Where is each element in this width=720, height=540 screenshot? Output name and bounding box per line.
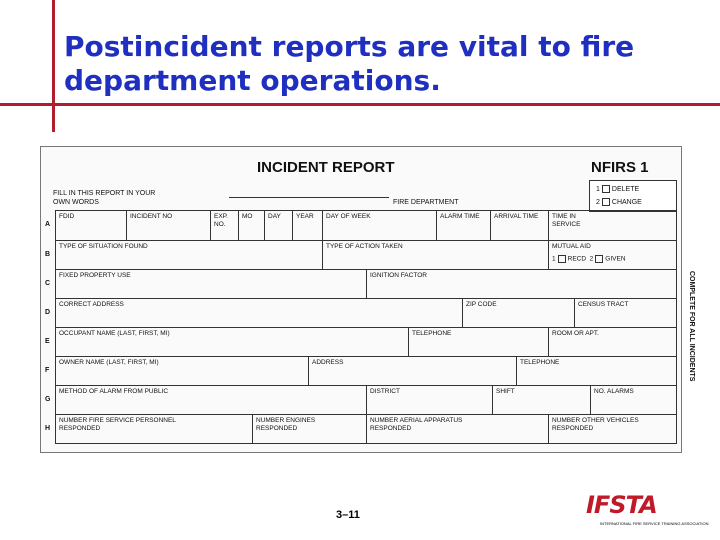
alarm-time-cell: ALARM TIME — [436, 211, 490, 240]
owner-telephone-cell: TELEPHONE — [516, 357, 676, 386]
incident-no-cell: INCIDENT NO — [126, 211, 210, 240]
aerial-cell: NUMBER AERIAL APPARATUS RESPONDED — [366, 415, 548, 444]
owner-name-cell: OWNER NAME (LAST, FIRST, MI) — [59, 359, 159, 366]
row-letter: H — [45, 425, 51, 432]
room-apt-cell: ROOM OR APT. — [548, 328, 676, 357]
form-row-e — [45, 327, 676, 357]
checkbox-icon — [602, 198, 610, 206]
form-grid — [45, 210, 677, 444]
checkbox-icon — [602, 185, 610, 193]
change-option: 2 CHANGE — [596, 198, 642, 206]
other-vehicles-cell: NUMBER OTHER VEHICLES RESPONDED — [548, 415, 676, 444]
page-number: 3–11 — [336, 509, 360, 521]
row-letter: D — [45, 309, 51, 316]
form-row-c — [45, 269, 676, 299]
accent-horizontal-line — [0, 103, 720, 106]
accent-vertical-line — [52, 0, 55, 132]
row-letter: F — [45, 367, 50, 374]
owner-address-cell: ADDRESS — [308, 357, 516, 386]
year-cell: YEAR — [292, 211, 322, 240]
shift-cell: SHIFT — [492, 386, 590, 415]
form-title: INCIDENT REPORT — [257, 159, 395, 176]
checkbox-icon — [558, 255, 566, 263]
alarm-method-cell: METHOD OF ALARM FROM PUBLIC — [59, 388, 169, 395]
ifsta-logo — [586, 491, 709, 526]
side-note: COMPLETE FOR ALL INCIDENTS — [688, 271, 695, 382]
form-row-a — [45, 211, 676, 240]
incident-report-form — [40, 146, 695, 453]
delete-change-box — [589, 180, 677, 212]
fill-instruction: FILL IN THIS REPORT IN YOUR OWN WORDS — [53, 190, 156, 206]
logo-text: IFSTA — [586, 491, 657, 519]
delete-option: 1 DELETE — [596, 185, 640, 193]
engines-cell: NUMBER ENGINES RESPONDED — [252, 415, 366, 444]
occupant-name-cell: OCCUPANT NAME (LAST, FIRST, MI) — [59, 330, 170, 337]
day-cell: DAY — [264, 211, 292, 240]
telephone-cell: TELEPHONE — [408, 328, 548, 357]
department-label: FIRE DEPARTMENT — [393, 199, 459, 206]
time-in-service-cell: TIME IN SERVICE — [548, 211, 676, 240]
exp-no-cell: EXP. NO. — [210, 211, 238, 240]
department-line — [229, 197, 389, 198]
situation-cell: TYPE OF SITUATION FOUND — [59, 243, 148, 250]
form-row-f — [45, 356, 676, 386]
mo-cell: MO — [238, 211, 264, 240]
arrival-time-cell: ARRIVAL TIME — [490, 211, 548, 240]
fdid-cell: FDID — [59, 213, 75, 220]
ignition-factor-cell: IGNITION FACTOR — [366, 270, 676, 299]
district-cell: DISTRICT — [366, 386, 492, 415]
form-row-b — [45, 240, 676, 270]
correct-address-cell: CORRECT ADDRESS — [59, 301, 124, 308]
census-tract-cell: CENSUS TRACT — [574, 299, 676, 328]
row-letter: B — [45, 251, 51, 258]
form-code: NFIRS 1 — [591, 159, 649, 176]
logo-subtitle: INTERNATIONAL FIRE SERVICE TRAINING ASSOCIATION — [600, 521, 709, 526]
row-letter: A — [45, 221, 51, 228]
row-letter: G — [45, 396, 51, 403]
zip-code-cell: ZIP CODE — [462, 299, 574, 328]
personnel-cell: NUMBER FIRE SERVICE PERSONNEL RESPONDED — [59, 417, 176, 432]
fixed-property-cell: FIXED PROPERTY USE — [59, 272, 131, 279]
mutual-aid-options: 1 RECD 2 GIVEN — [552, 255, 626, 263]
form-row-h — [45, 414, 676, 444]
form-row-d — [45, 298, 676, 328]
slide-title: Postincident reports are vital to fire department operations. — [64, 30, 635, 97]
no-alarms-cell: NO. ALARMS — [590, 386, 676, 415]
form-row-g — [45, 385, 676, 415]
row-letter: C — [45, 280, 51, 287]
row-letter: E — [45, 338, 50, 345]
checkbox-icon — [595, 255, 603, 263]
mutual-aid-cell: MUTUAL AID 1 RECD 2 GIVEN — [548, 241, 676, 270]
day-of-week-cell: DAY OF WEEK — [322, 211, 436, 240]
action-taken-cell: TYPE OF ACTION TAKEN — [322, 241, 548, 270]
